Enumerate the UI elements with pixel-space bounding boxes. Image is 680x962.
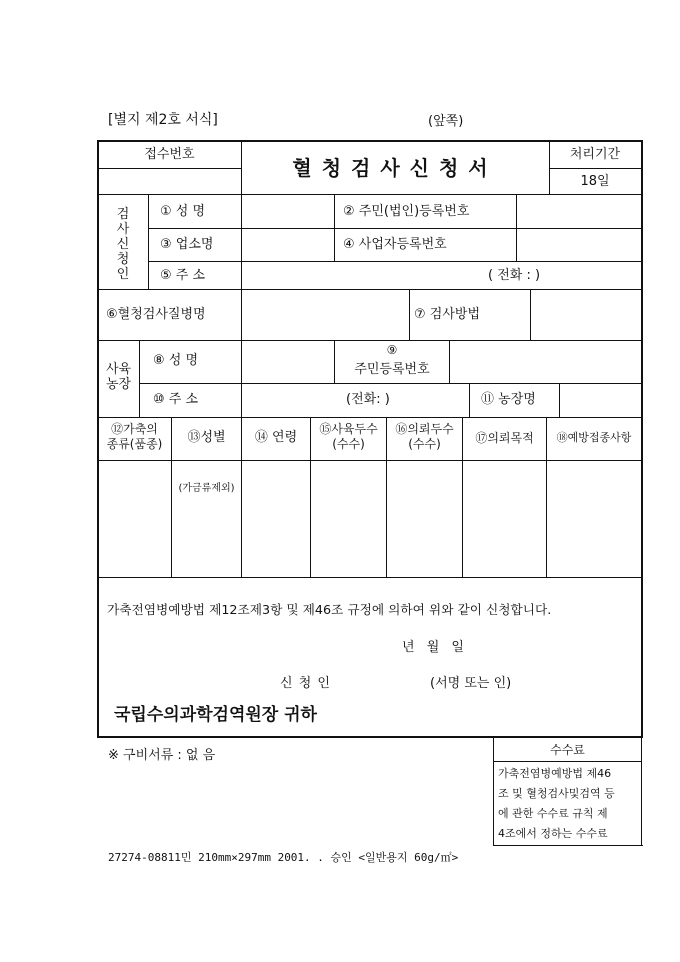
applicant-group-label: 검사신청인 <box>116 207 130 282</box>
fee-line-3: 에 관한 수수료 규칙 제 <box>498 807 608 820</box>
fee-line-2: 조 및 혈청검사및검역 등 <box>498 787 615 800</box>
farm-group-label-1: 사육 <box>105 362 132 377</box>
farm-name-field[interactable] <box>560 384 641 417</box>
col-requested-count-l1: ⑯의뢰두수 <box>395 422 454 436</box>
reg-number-label: ② 주민(법인)등록번호 <box>343 204 470 219</box>
owner-name-field[interactable] <box>242 341 334 383</box>
farm-name-label: ⑪ 농장명 <box>481 392 536 407</box>
farm-group-label-2: 농장 <box>105 377 132 392</box>
disease-name-label: ⑥혈청검사질병명 <box>106 307 206 322</box>
recipient: 국립수의과학검역원장 귀하 <box>114 705 317 725</box>
reg-number-field[interactable] <box>517 195 641 228</box>
col-purpose: ⑰의뢰목적 <box>475 431 534 445</box>
col-requested-count-l2: (수수) <box>408 437 441 451</box>
owner-name-label: ⑧ 성 명 <box>153 353 199 368</box>
fee-label: 수수료 <box>550 743 585 757</box>
address-field[interactable] <box>242 262 482 289</box>
sign-or-seal-label: (서명 또는 인) <box>430 676 512 691</box>
page-side-label: (앞쪽) <box>428 114 464 129</box>
species-cell[interactable] <box>98 461 171 577</box>
business-number-label: ④ 사업자등록번호 <box>343 237 447 252</box>
sex-note: (가금류제외) <box>178 483 235 494</box>
name-label: ① 성 명 <box>160 204 206 219</box>
col-raised-count-l2: (수수) <box>332 437 365 451</box>
form-title: 혈청검사신청서 <box>292 156 498 180</box>
disease-name-field[interactable] <box>242 290 409 340</box>
required-documents: ※ 구비서류 : 없 음 <box>108 748 216 763</box>
business-name-label: ③ 업소명 <box>160 237 214 252</box>
col-vaccination: ⑱예방접종사항 <box>556 431 632 444</box>
col-age: ⑭ 연령 <box>254 430 298 445</box>
age-cell[interactable] <box>242 461 310 577</box>
applicant-sign-label: 신 청 인 <box>280 676 330 691</box>
fee-line-4: 4조에서 정하는 수수료 <box>498 827 608 840</box>
business-number-field[interactable] <box>517 229 641 261</box>
farm-address-label: ⑩ 주 소 <box>153 392 199 407</box>
print-info: 27274-08811민 210mm×297mm 2001. . 승인 <일반용지 60g/㎡> <box>108 851 459 864</box>
business-name-field[interactable] <box>242 229 334 261</box>
fee-line-1: 가축전염병예방법 제46 <box>498 767 612 780</box>
col-species-l2: 종류(품종) <box>106 437 163 451</box>
purpose-cell[interactable] <box>463 461 546 577</box>
col-sex: ⑬성별 <box>187 430 226 445</box>
farm-phone-label: (전화: ) <box>346 392 390 407</box>
sex-cell[interactable] <box>172 498 241 577</box>
owner-reg-number-num: ⑨ <box>386 343 398 357</box>
col-raised-count-l1: ⑮사육두수 <box>319 422 378 436</box>
col-species-l1: ⑫가축의 <box>111 422 158 436</box>
declaration-text: 가축전염병예방법 제12조제3항 및 제46조 규정에 의하여 위와 같이 신청합니다. <box>107 602 552 617</box>
processing-period-label: 처리기간 <box>569 147 621 162</box>
vaccination-cell[interactable] <box>547 461 641 577</box>
owner-reg-number-field[interactable] <box>450 341 641 383</box>
processing-period-value: 18일 <box>580 174 610 189</box>
test-method-field[interactable] <box>531 290 641 340</box>
declaration-date: 년 월 일 <box>402 640 464 655</box>
applicant-phone-label: ( 전화 : ) <box>488 268 541 283</box>
name-field[interactable] <box>242 195 334 228</box>
owner-reg-number-label: 주민등록번호 <box>354 362 430 377</box>
form-tag: [별지 제2호 서식] <box>108 112 218 128</box>
receipt-no-label: 접수번호 <box>144 147 195 162</box>
test-method-label: ⑦ 검사방법 <box>414 307 481 322</box>
requested-count-cell[interactable] <box>387 461 462 577</box>
raised-count-cell[interactable] <box>311 461 386 577</box>
address-label: ⑤ 주 소 <box>160 268 206 283</box>
